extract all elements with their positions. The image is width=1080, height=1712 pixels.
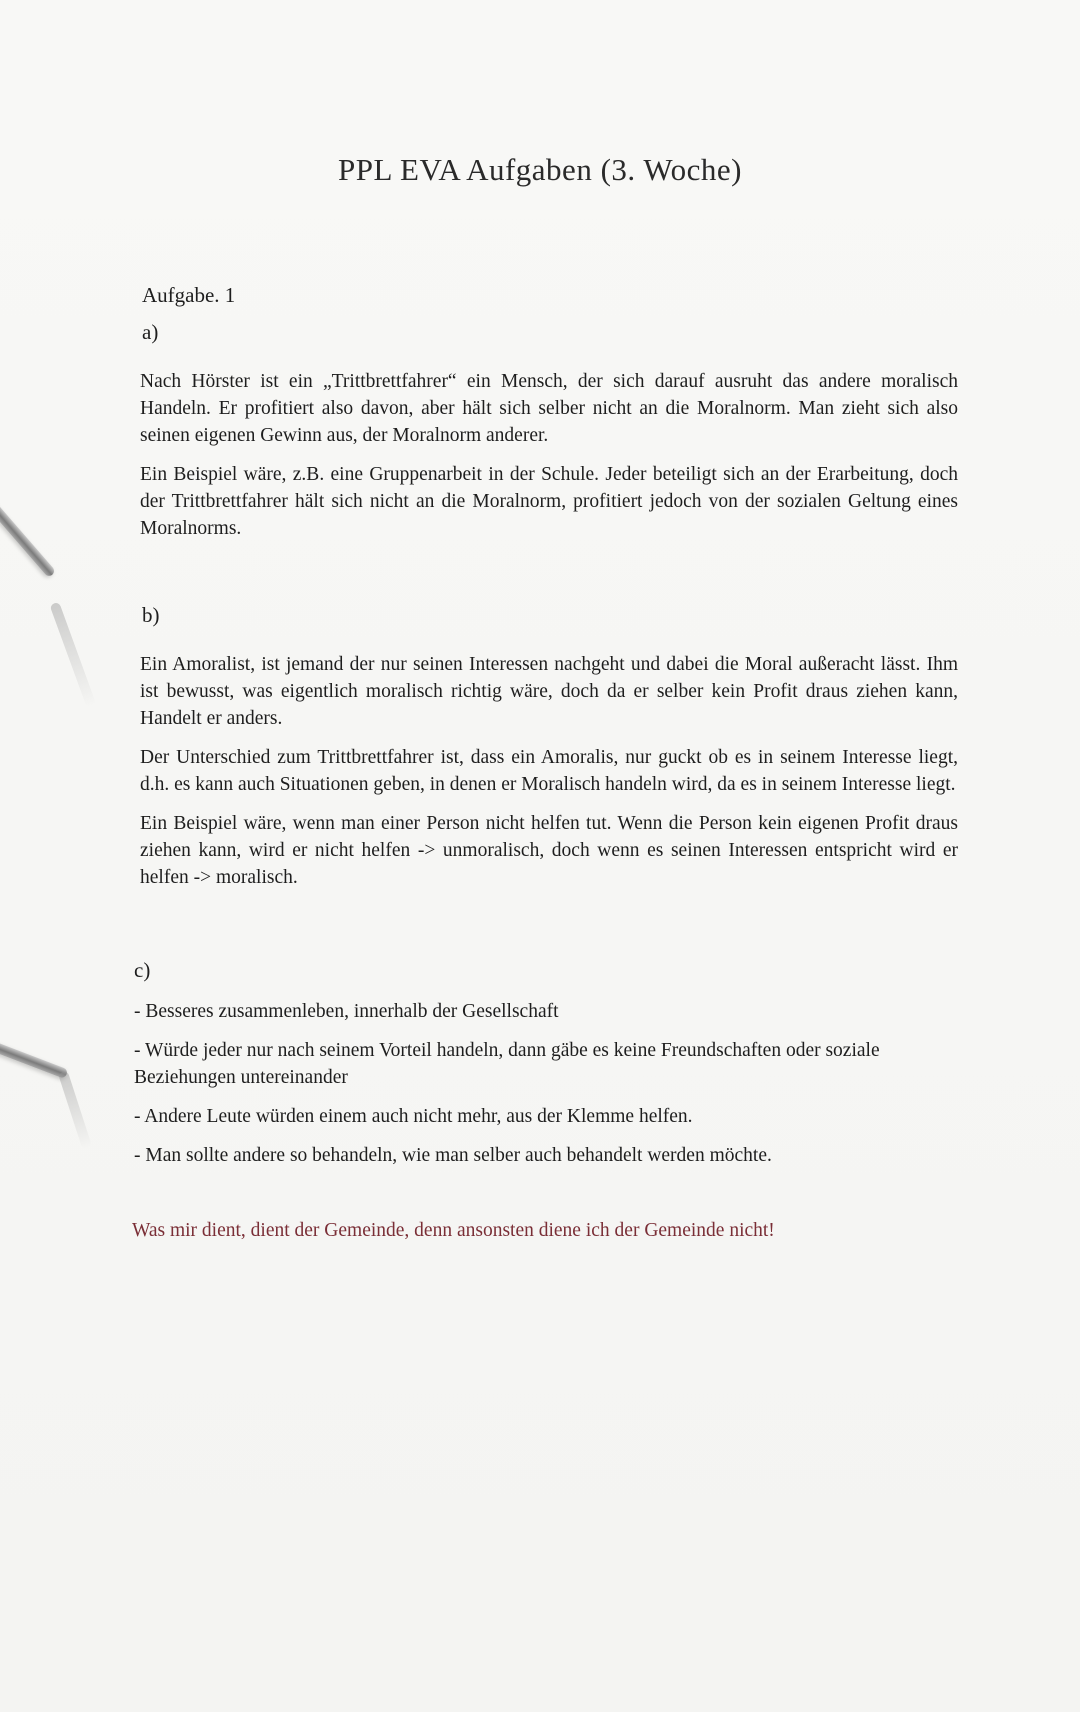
section-c-bullet-1: - Besseres zusammenleben, innerhalb der Gesellschaft	[134, 1001, 559, 1022]
section-b-paragraph-2: Der Unterschied zum Trittbrettfahrer ist, dass ein Amoralis, nur guckt ob es in seinem Interesse liegt, d.h. es kann auch Situationen geben, in denen er Moralisch handeln wird, da es in seinem Interesse liegt.	[140, 747, 958, 795]
section-a-paragraph-2: Ein Beispiel wäre, z.B. eine Gruppenarbeit in der Schule. Jeder beteiligt sich an der Erarbeitung, doch der Trittbrettfahrer hält sich nicht an die Moralnorm, profitiert jedoch von der sozialen Geltung eines Moralnorms.	[140, 464, 958, 539]
document-body	[132, 282, 958, 1244]
staple-shadow-lower	[58, 1070, 92, 1149]
section-c-label: c)	[134, 958, 151, 982]
staple-left-upper	[0, 500, 56, 578]
task-heading: Aufgabe. 1	[142, 283, 236, 307]
section-c-bullet-3: - Andere Leute würden einem auch nicht mehr, aus der Klemme helfen.	[134, 1106, 693, 1127]
section-c-bullet-2: - Würde jeder nur nach seinem Vorteil handeln, dann gäbe es keine Freundschaften oder soziale Beziehungen untereinander	[134, 1040, 880, 1088]
document-title: PPL EVA Aufgaben (3. Woche)	[338, 152, 742, 187]
section-a-paragraph-1: Nach Hörster ist ein „Trittbrettfahrer“ ein Mensch, der sich darauf ausruht das andere moralisch Handeln. Er profitiert also davon, aber hält sich selber nicht an die Moralnorm. Man zieht sich also seinen eigenen Gewinn aus, der Moralnorm anderer.	[140, 371, 958, 446]
staple-shadow-upper	[49, 602, 96, 709]
section-a-label: a)	[142, 320, 159, 344]
closing-quote: Was mir dient, dient der Gemeinde, denn ansonsten diene ich der Gemeinde nicht!	[132, 1220, 775, 1241]
section-b-paragraph-3: Ein Beispiel wäre, wenn man einer Person nicht helfen tut. Wenn die Person kein eigenen Profit draus ziehen kann, wird er nicht helfen -> unmoralisch, doch wenn es seinen Interessen entspricht wird er helfen -> moralisch.	[140, 813, 958, 888]
section-c-bullet-4: - Man sollte andere so behandeln, wie man selber auch behandelt werden möchte.	[134, 1145, 772, 1166]
section-b-label: b)	[142, 603, 160, 627]
section-b-paragraph-1: Ein Amoralist, ist jemand der nur seinen Interessen nachgeht und dabei die Moral außeracht lässt. Ihm ist bewusst, was eigentlich moralisch richtig wäre, doch da er selber kein Profit draus ziehen kann, Handelt er anders.	[140, 654, 958, 729]
staple-left-lower	[0, 1040, 68, 1079]
